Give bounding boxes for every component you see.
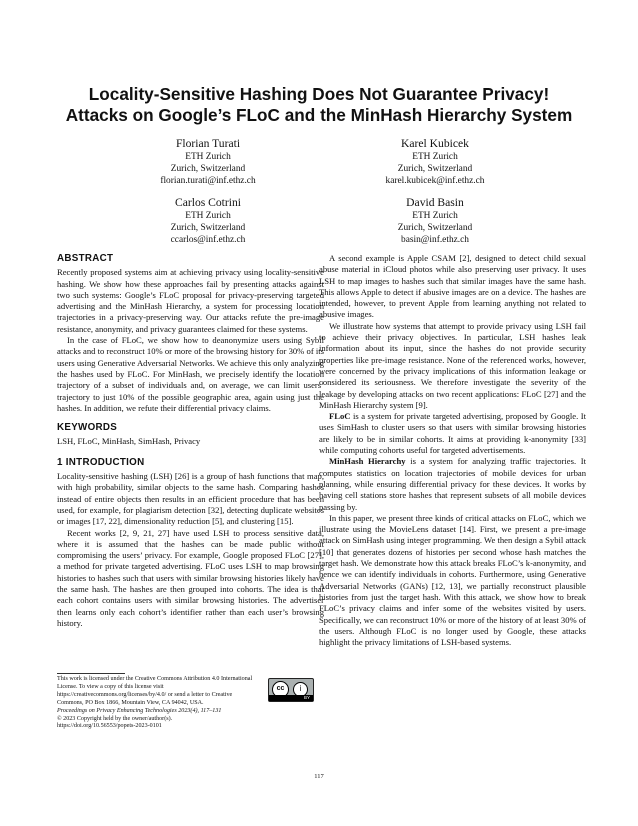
keywords-text: LSH, FLoC, MinHash, SimHash, Privacy	[57, 436, 201, 447]
paper-title	[0, 84, 638, 126]
body-paragraph	[319, 456, 586, 512]
cc-icon: cc	[272, 681, 289, 698]
minhash-text: is a system for analyzing traffic trajectories. It computes statistics on location trajectories of mobile devices for urban planning, while ensuring differential privacy for these devices. It works by having cell stations store hashes that represent subsets of all mobile devices passing by.	[319, 456, 586, 512]
author-block	[98, 195, 318, 247]
license-text: This work is licensed under the Creative Commons Attribution 4.0 International License. To view a copy of this license visit https://creativecommons.org/licenses/by/4.0/ or send a letter to Creative Commons, PO Box 1866, Mountain View, CA 94042, USA.	[57, 676, 253, 706]
intro-paragraph: Locality-sensitive hashing (LSH) [26] is a group of hash functions that map, with high probability, similar objects to the same hash. Comparing hashes instead of entire objects then results in an efficient procedure that has been used, for example, for plagiarism detection [32], detecting duplicate websites or images [17, 22], dimensionality reduction [5], and clustering [15].	[57, 471, 324, 527]
person-icon: i	[293, 682, 308, 697]
author-affiliation: ETH Zurich	[185, 211, 231, 221]
footnote-rule	[57, 673, 125, 674]
author-email: basin@inf.ethz.ch	[401, 235, 469, 246]
right-column	[319, 253, 586, 648]
intro-paragraph: Recent works [2, 9, 21, 27] have used LSH to process sensitive data, where it is assumed that the hashes can be made public without compromising the users’ privacy. For example, Google proposed FLoC [27], a method for private targeted advertising. FLoC uses LSH to map browsing histories to hashes such that users with similar browsing histories likely have the same hash. The hashes are then grouped into cohorts. The idea is that each cohort contains users with similar browsing histories. The advertiser then learns only each cohort’s identifier rather than each user’s browsing history.	[57, 527, 324, 628]
title-line-1: Locality-Sensitive Hashing Does Not Guarantee Privacy!	[88, 84, 550, 104]
by-label: BY	[269, 695, 313, 701]
title-line-2: Attacks on Google’s FLoC and the MinHash Hierarchy System	[65, 105, 573, 125]
floc-runin: FLoC	[329, 411, 351, 422]
author-affiliation: ETH Zurich	[412, 211, 458, 221]
author-email: ccarlos@inf.ethz.ch	[170, 235, 246, 246]
author-name: Florian Turati	[175, 137, 241, 150]
floc-text: is a system for private targeted advertising, proposed by Google. It uses SimHash to cluster users so that users with similar browsing histories are likely to be in similar cohorts. It aims at providing k-anonymity [33] while computing cohorts useful for targeted advertisements.	[319, 411, 586, 456]
cc-by-badge	[268, 678, 314, 702]
venue-text: Proceedings on Privacy Enhancing Technologies 2023(4), 117–131	[57, 707, 222, 714]
author-affiliation: ETH Zurich	[412, 152, 458, 162]
doi-link[interactable]: https://doi.org/10.56553/popets-2023-0101	[57, 723, 162, 730]
author-name: Karel Kubicek	[401, 137, 469, 150]
body-paragraph	[319, 411, 586, 456]
author-block	[325, 195, 545, 247]
author-block	[325, 136, 545, 188]
abstract-paragraph: Recently proposed systems aim at achieving privacy using locality-sensitive hashing. We show how these approaches fail by presenting attacks against two such systems: Google’s FLoC proposal for privacy-preserving targeted advertising and the MinHash Hierarchy, a system for processing location trajectories in a privacy-preserving way. Our attacks refute the pre-image resistance, anonymity, and privacy guarantees claimed for these systems.	[57, 267, 324, 334]
section-heading: 1 INTRODUCTION	[57, 456, 145, 468]
body-paragraph: A second example is Apple CSAM [2], designed to detect child sexual abuse material in iCloud photos while also preserving user privacy. It uses LSH to map images to hashes such that similar images have the same hash. This allows Apple to detect if abusive images are on a device. The hashes are intended, however, to prevent Apple from learning anything not related to abusive images.	[319, 253, 586, 320]
author-location: Zurich, Switzerland	[397, 164, 473, 175]
left-column	[57, 253, 324, 629]
keywords-heading: KEYWORDS	[57, 422, 118, 434]
author-location: Zurich, Switzerland	[170, 164, 246, 175]
author-block	[98, 136, 318, 188]
body-paragraph: In this paper, we present three kinds of critical attacks on FLoC, which we illustrate using the MovieLens dataset [14]. First, we present a pre-image attack on SimHash using integer programming. We then design a Sybil attack [10] that generates dozens of histories per second whose hash matches the target hash. We demonstrate how this attack breaks FLoC’s k-anonymity, and hence we can identify individuals in cohorts. Furthermore, using Generative Adversarial Networks (GANs) [12, 13], we partially reconstruct plausible histories from just the target hash. With this attack, we show how to break FLoC’s privacy claims and infer some of the websites visited by users. Specifically, we can reconstruct 10% or more of the history of at least 30% of the users. Although FLoC is no longer used by Google, these attacks highlight the privacy limitations of LSH-based systems.	[319, 512, 586, 648]
author-affiliation: ETH Zurich	[185, 152, 231, 162]
license-footnote	[57, 676, 257, 731]
minhash-runin: MinHash Hierarchy	[329, 456, 406, 467]
body-paragraph: We illustrate how systems that attempt to provide privacy using LSH fail to achieve their privacy objectives. In particular, LSH hashes leak information about its input, since the hashes do not provide security properties like pre-image resistance. None of the referenced works, however, were concerned by the privacy implications of this information leakage or considered its seriousness. We therefore investigate the severity of the leakage by developing attacks on two recent applications: FLoC [27] and the MinHash Hierarchy system [9].	[319, 320, 586, 410]
author-name: Carlos Cotrini	[174, 196, 242, 209]
abstract-paragraph: In the case of FLoC, we show how to deanonymize users using Sybil attacks and to reconstruct 10% or more of the browsing history for 30% of its users using Generative Adversarial Networks. We achieve this only analyzing the hashes used by FLoC. For MinHash, we precisely identify the location trajectory of a subset of individuals and, on average, we can limit users’ trajectory to just 10% of the possible geographic area, again using just the hashes. In addition, we refute their differential privacy claims.	[57, 335, 324, 413]
abstract-heading: ABSTRACT	[57, 253, 114, 264]
author-location: Zurich, Switzerland	[397, 223, 473, 234]
author-location: Zurich, Switzerland	[170, 223, 246, 234]
author-name: David Basin	[406, 196, 464, 209]
copyright-text: © 2023 Copyright held by the owner/author(s).	[57, 715, 173, 722]
author-email: karel.kubicek@inf.ethz.ch	[385, 176, 485, 187]
author-email: florian.turati@inf.ethz.ch	[160, 176, 256, 187]
page-number: 117	[314, 773, 324, 780]
